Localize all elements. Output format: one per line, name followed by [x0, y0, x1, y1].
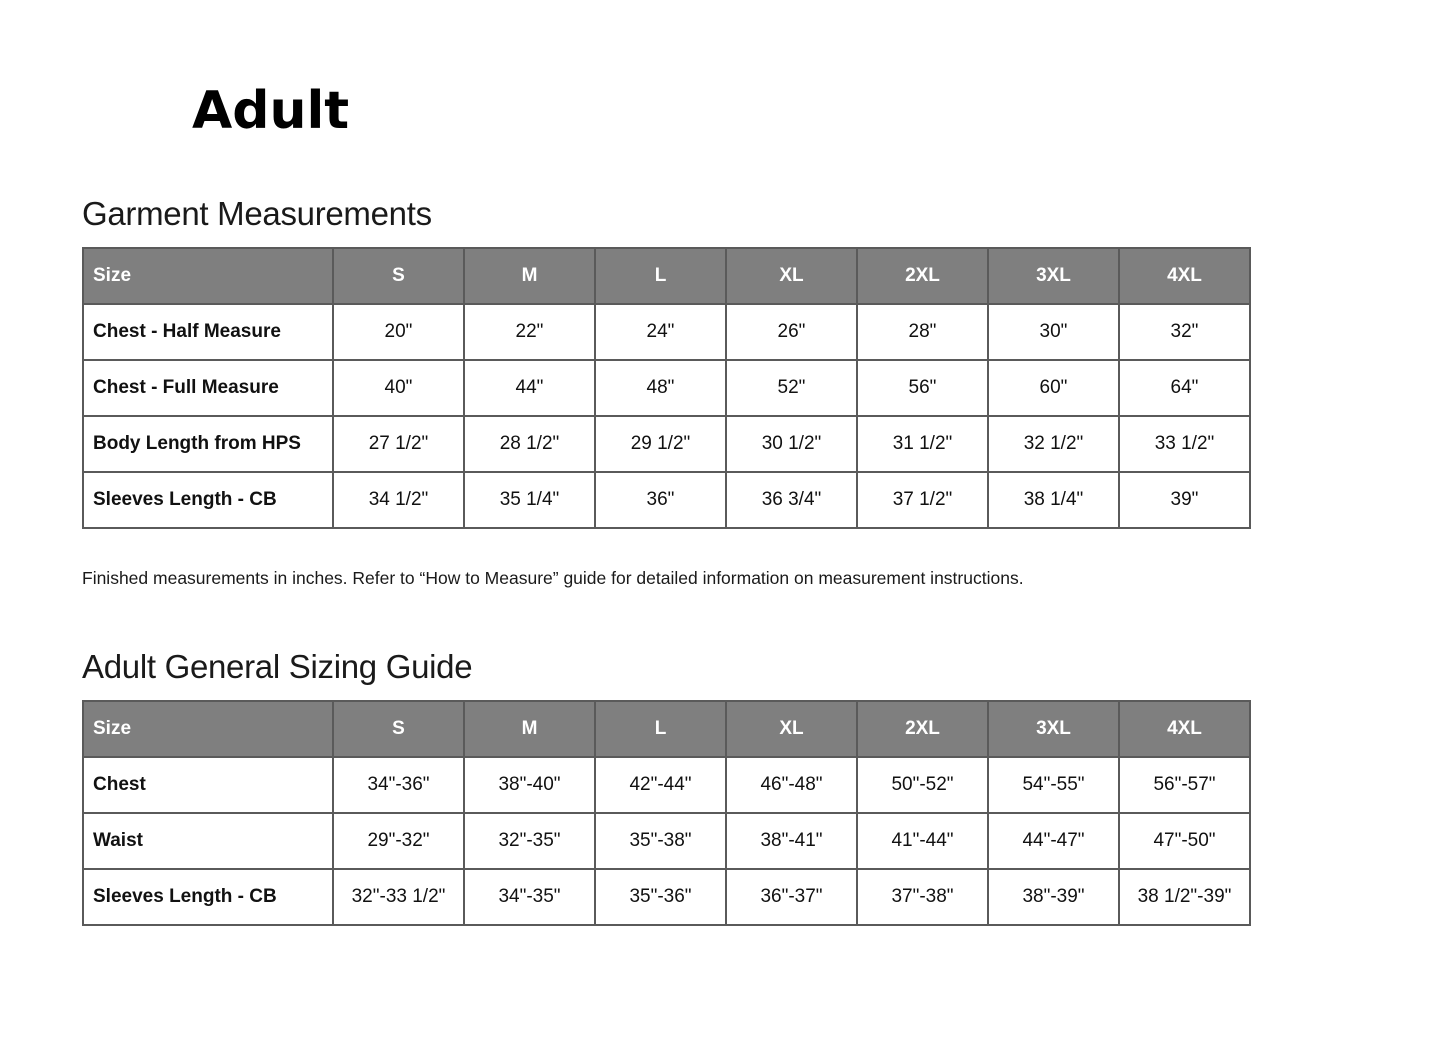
table-cell: 39": [1119, 472, 1250, 528]
table-row: [83, 757, 1250, 813]
sizing-guide-title: Adult General Sizing Guide: [82, 648, 473, 685]
table-cell: 26": [726, 304, 857, 360]
column-header-size: Size: [83, 248, 333, 304]
table-cell: 34 1/2": [333, 472, 464, 528]
table-cell: 32"-33 1/2": [333, 869, 464, 925]
column-header-m: M: [464, 701, 595, 757]
table-row: [83, 472, 1250, 528]
table-cell: 20": [333, 304, 464, 360]
table-cell: 29 1/2": [595, 416, 726, 472]
table-row: [83, 304, 1250, 360]
table-cell: 24": [595, 304, 726, 360]
garment-measurements-title: Garment Measurements: [82, 195, 432, 232]
table-header-row: [83, 248, 1250, 304]
table-cell: 56": [857, 360, 988, 416]
table-cell: 36"-37": [726, 869, 857, 925]
table-cell: 42"-44": [595, 757, 726, 813]
table-cell: 32 1/2": [988, 416, 1119, 472]
table-cell: 32"-35": [464, 813, 595, 869]
table-cell: 38"-39": [988, 869, 1119, 925]
page-title: Adult: [192, 81, 350, 141]
table-cell: 34"-35": [464, 869, 595, 925]
table-cell: 50"-52": [857, 757, 988, 813]
table-cell: 38"-41": [726, 813, 857, 869]
table-cell: 29"-32": [333, 813, 464, 869]
table-cell: 38 1/2"-39": [1119, 869, 1250, 925]
column-header-l: L: [595, 248, 726, 304]
column-header-3xl: 3XL: [988, 701, 1119, 757]
table-cell: 64": [1119, 360, 1250, 416]
table-cell: 35"-38": [595, 813, 726, 869]
table-cell: 33 1/2": [1119, 416, 1250, 472]
table-cell: 47"-50": [1119, 813, 1250, 869]
table-row: [83, 813, 1250, 869]
column-header-l: L: [595, 701, 726, 757]
column-header-2xl: 2XL: [857, 701, 988, 757]
row-label: Body Length from HPS: [83, 416, 333, 472]
garment-measurements-table: [82, 247, 1251, 529]
table-row: [83, 416, 1250, 472]
column-header-4xl: 4XL: [1119, 701, 1250, 757]
table-cell: 46"-48": [726, 757, 857, 813]
table-cell: 48": [595, 360, 726, 416]
column-header-2xl: 2XL: [857, 248, 988, 304]
row-label: Waist: [83, 813, 333, 869]
table-cell: 38"-40": [464, 757, 595, 813]
table-cell: 56"-57": [1119, 757, 1250, 813]
table-cell: 41"-44": [857, 813, 988, 869]
table-cell: 30": [988, 304, 1119, 360]
column-header-xl: XL: [726, 701, 857, 757]
table-cell: 35 1/4": [464, 472, 595, 528]
table-cell: 34"-36": [333, 757, 464, 813]
table-cell: 44"-47": [988, 813, 1119, 869]
column-header-s: S: [333, 701, 464, 757]
table-cell: 40": [333, 360, 464, 416]
row-label: Chest - Half Measure: [83, 304, 333, 360]
row-label: Sleeves Length - CB: [83, 472, 333, 528]
table-cell: 35"-36": [595, 869, 726, 925]
table-cell: 60": [988, 360, 1119, 416]
column-header-size: Size: [83, 701, 333, 757]
table-cell: 38 1/4": [988, 472, 1119, 528]
sizing-guide-table: [82, 700, 1251, 926]
column-header-3xl: 3XL: [988, 248, 1119, 304]
table-cell: 31 1/2": [857, 416, 988, 472]
table-cell: 32": [1119, 304, 1250, 360]
table-cell: 30 1/2": [726, 416, 857, 472]
table-cell: 27 1/2": [333, 416, 464, 472]
table-cell: 37 1/2": [857, 472, 988, 528]
table-row: [83, 869, 1250, 925]
column-header-4xl: 4XL: [1119, 248, 1250, 304]
column-header-m: M: [464, 248, 595, 304]
column-header-s: S: [333, 248, 464, 304]
row-label: Chest: [83, 757, 333, 813]
row-label: Chest - Full Measure: [83, 360, 333, 416]
table-header-row: [83, 701, 1250, 757]
column-header-xl: XL: [726, 248, 857, 304]
measurement-note: Finished measurements in inches. Refer to “How to Measure” guide for detailed information on measurement instructions.: [82, 568, 1024, 588]
table-cell: 52": [726, 360, 857, 416]
table-row: [83, 360, 1250, 416]
table-cell: 37"-38": [857, 869, 988, 925]
table-cell: 28 1/2": [464, 416, 595, 472]
table-cell: 28": [857, 304, 988, 360]
table-cell: 54"-55": [988, 757, 1119, 813]
table-cell: 22": [464, 304, 595, 360]
row-label: Sleeves Length - CB: [83, 869, 333, 925]
table-cell: 36": [595, 472, 726, 528]
table-cell: 36 3/4": [726, 472, 857, 528]
table-cell: 44": [464, 360, 595, 416]
